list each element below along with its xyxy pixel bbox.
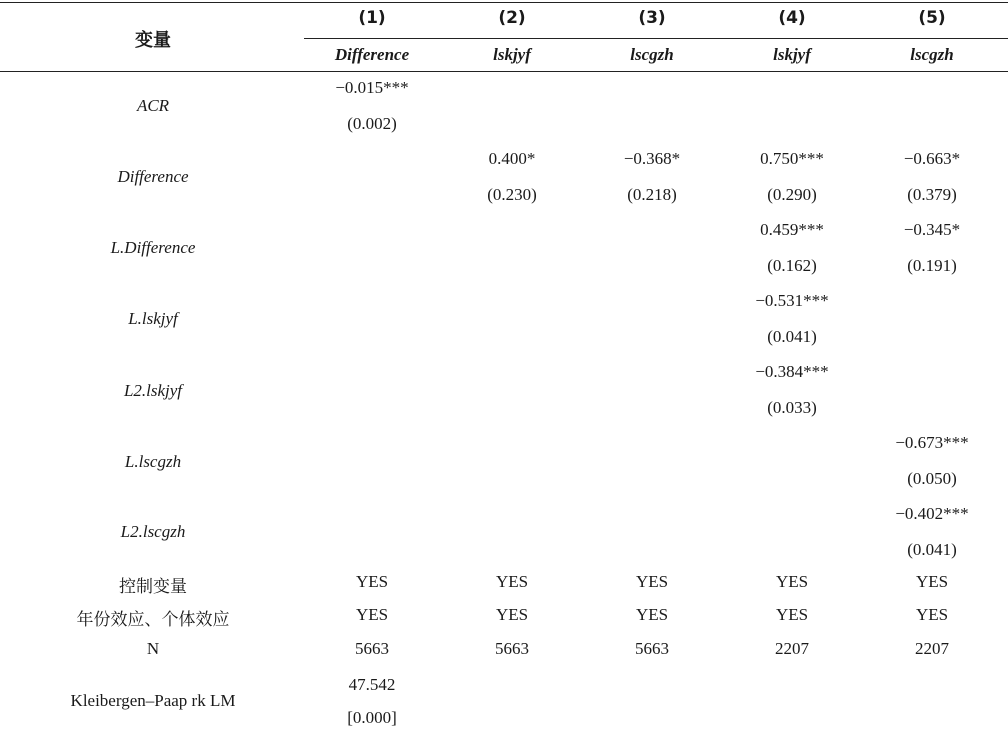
footer-label: N [146, 639, 160, 658]
row-label: L.Difference [110, 238, 196, 257]
standard-error: (0.041) [907, 540, 957, 559]
footer-value: YES [915, 572, 949, 591]
standard-error: (0.218) [627, 185, 677, 204]
footer-value: 5663 [355, 639, 389, 658]
footer-label: 控制变量 [119, 577, 187, 597]
dependent-variable: lskjyf [773, 45, 811, 64]
coefficient: 0.750*** [760, 149, 824, 168]
footer-value: 5663 [635, 639, 669, 658]
coefficient: 0.400* [488, 149, 536, 168]
standard-error: (0.041) [767, 327, 817, 346]
standard-error: (0.379) [907, 185, 957, 204]
footer-label: 年份效应、个体效应 [76, 610, 230, 630]
standard-error: (0.162) [767, 256, 817, 275]
kp-label: Kleibergen–Paap rk LM [70, 691, 236, 710]
dependent-variable: Difference [334, 45, 410, 64]
row-label: L2.lskjyf [123, 381, 183, 400]
coefficient: −0.368* [623, 149, 681, 168]
row-label: Difference [117, 167, 189, 186]
coefficient: −0.345* [903, 220, 961, 239]
column-number: (5) [918, 8, 946, 28]
footer-value: 5663 [495, 639, 529, 658]
coefficient: −0.663* [903, 149, 961, 168]
coefficient: −0.531*** [755, 291, 829, 310]
variable-header: 变量 [135, 30, 171, 51]
footer-value: YES [775, 572, 809, 591]
coefficient: −0.673*** [895, 433, 969, 452]
footer-value: YES [915, 605, 949, 624]
header-mid-rule [304, 38, 1008, 39]
footer-value: YES [355, 572, 389, 591]
column-number: (4) [778, 8, 806, 28]
footer-value: 2207 [915, 639, 949, 658]
row-label: L.lscgzh [124, 452, 182, 471]
kp-pvalue: [0.000] [347, 708, 397, 727]
footer-value: YES [635, 572, 669, 591]
standard-error: (0.050) [907, 469, 957, 488]
coefficient: −0.402*** [895, 504, 969, 523]
footer-value: YES [635, 605, 669, 624]
kp-statistic: 47.542 [348, 675, 396, 694]
standard-error: (0.230) [487, 185, 537, 204]
coefficient: −0.384*** [755, 362, 829, 381]
header-bottom-rule [0, 71, 1008, 72]
standard-error: (0.191) [907, 256, 957, 275]
standard-error: (0.002) [347, 114, 397, 133]
column-number: (3) [638, 8, 666, 28]
row-label: L2.lscgzh [120, 522, 186, 541]
top-rule [0, 2, 1008, 3]
dependent-variable: lscgzh [910, 45, 954, 64]
standard-error: (0.290) [767, 185, 817, 204]
footer-value: 2207 [775, 639, 809, 658]
coefficient: 0.459*** [760, 220, 824, 239]
footer-value: YES [495, 572, 529, 591]
row-label: ACR [136, 96, 170, 115]
standard-error: (0.033) [767, 398, 817, 417]
dependent-variable: lscgzh [630, 45, 674, 64]
footer-value: YES [495, 605, 529, 624]
coefficient: −0.015*** [335, 78, 409, 97]
dependent-variable: lskjyf [493, 45, 531, 64]
column-number: (2) [498, 8, 526, 28]
column-number: (1) [358, 8, 386, 28]
row-label: L.lskjyf [128, 309, 178, 328]
footer-value: YES [355, 605, 389, 624]
footer-value: YES [775, 605, 809, 624]
